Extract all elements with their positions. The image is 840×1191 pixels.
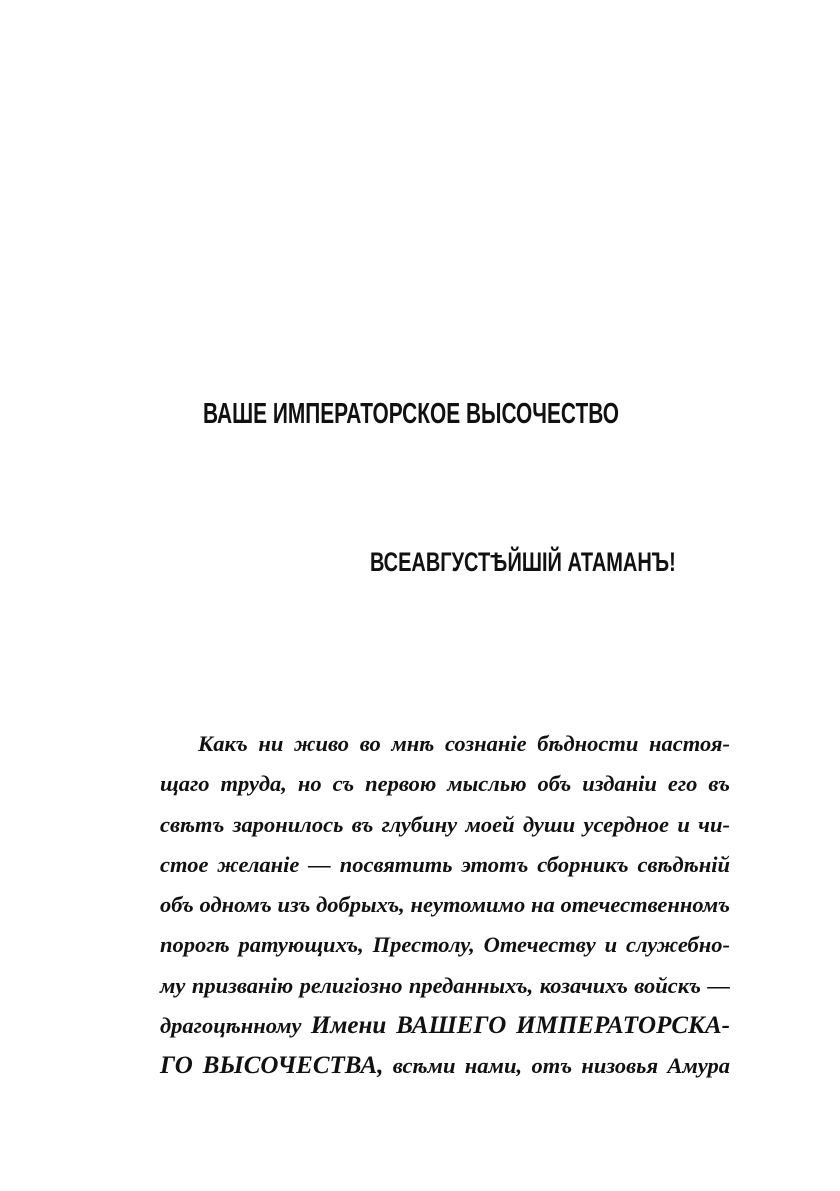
dedication-body [160, 724, 730, 1087]
body-line: му призванію религіозно преданныхъ, козачихъ войскъ — [160, 972, 730, 998]
imperial-name-part1: Имени ВАШЕГО ИМПЕРАТОРСКА- [310, 1012, 730, 1040]
dedication-heading: ВАШЕ ИМПЕРАТОРСКОЕ ВЫСОЧЕСТВО [203, 398, 620, 430]
body-line: стое желаніе — посвятить этотъ сборникъ свѣдѣній [160, 851, 730, 877]
body-line: порогѣ ратующихъ, Престолу, Отечеству и служебно- [160, 932, 730, 958]
body-line: свѣтъ заронилось въ глубину моей души усердное и чи- [160, 811, 730, 837]
body-line-prefix: драгоцѣнному [160, 1013, 302, 1039]
salutation-line: ВСЕАВГУСТѢЙШІЙ АТАМАНЪ! [370, 547, 676, 577]
body-line [160, 1006, 730, 1046]
body-line: Какъ ни живо во мнѣ сознаніе бѣдности настоя- [198, 731, 730, 756]
body-line: щаго труда, но съ первою мыслью объ изданіи его въ [160, 771, 730, 797]
body-line-suffix: всѣми нами, отъ низовья Амура [392, 1053, 731, 1079]
body-line [160, 1046, 730, 1086]
imperial-name-part2: ГО ВЫСОЧЕСТВА, [160, 1052, 384, 1080]
body-line: объ одномъ изъ добрыхъ, неутомимо на отечественномъ [160, 892, 730, 918]
